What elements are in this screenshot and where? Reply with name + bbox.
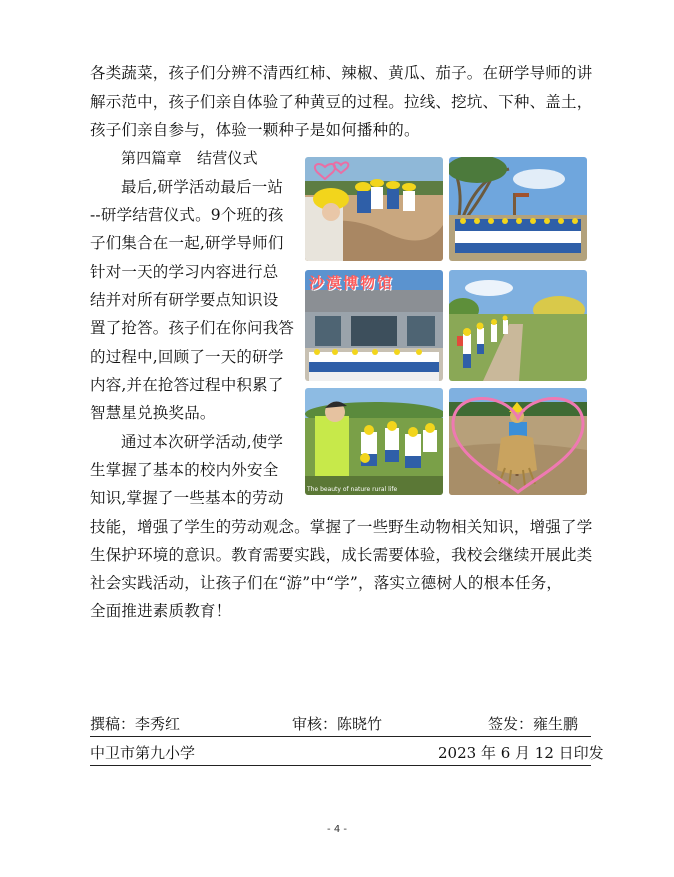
reviewer-field: [292, 714, 382, 734]
text-line: --研学结营仪式。9个班的孩: [90, 206, 284, 224]
text-line: 解示范中，孩子们亲自体验了种黄豆的过程。拉线、挖坑、下种、盖土，: [90, 93, 593, 111]
photo-caption: The beauty of nature rural life: [307, 486, 398, 493]
photo-scarecrow: [449, 388, 587, 495]
chapter-heading: 第四篇章 结营仪式: [121, 149, 258, 167]
text-line: 子们集合在一起,研学导师们: [90, 234, 284, 252]
author-name: 李秀红: [135, 715, 181, 733]
text-line: 各类蔬菜，孩子们分辨不清西红柿、辣椒、黄瓜、茄子。在研学导师的讲: [90, 64, 593, 82]
text-line: 针对一天的学习内容进行总: [90, 263, 279, 281]
photo-teacher-vest: [305, 388, 443, 495]
museum-sign: 沙漠博物馆: [309, 274, 395, 292]
reviewer-label: 审核：: [292, 715, 338, 733]
text-line: 智慧星兑换奖品。: [90, 404, 216, 422]
author-field: [90, 714, 180, 734]
photo-kids-digging: [305, 157, 443, 261]
text-line: 孩子们亲自参与，体验一颗种子是如何播种的。: [90, 121, 420, 139]
author-label: 撰稿：: [90, 715, 136, 733]
photo-museum: [305, 270, 443, 381]
text-line: 内容,并在抢答过程中积累了: [90, 376, 284, 394]
text-line: 技能，增强了学生的劳动观念。掌握了一些野生动物相关知识，增强了学: [90, 518, 593, 536]
text-line: 通过本次研学活动,使学: [121, 433, 284, 451]
page-number: - 4 -: [327, 824, 347, 835]
reviewer-name: 陈晓竹: [337, 715, 383, 733]
footer-divider-bottom: [90, 765, 591, 766]
school-name: 中卫市第九小学: [90, 744, 196, 762]
text-line: 生保护环境的意识。教育需要实践，成长需要体验，我校会继续开展此类: [90, 546, 593, 564]
issuer-name: 雍生鹏: [533, 715, 579, 733]
text-line: 的过程中,回顾了一天的研学: [90, 348, 284, 366]
issuer-label: 签发：: [488, 715, 534, 733]
photo-group-tree: [449, 157, 587, 261]
text-line: 结并对所有研学要点知识设: [90, 291, 279, 309]
photo-kids-walking: [449, 270, 587, 381]
text-line: 全面推进素质教育！: [90, 602, 232, 620]
footer-divider-top: [90, 736, 591, 737]
text-line: 知识,掌握了一些基本的劳动: [90, 489, 284, 507]
text-line: 生掌握了基本的校内外安全: [90, 461, 279, 479]
issuer-field: [488, 714, 578, 734]
text-line: 最后,研学活动最后一站: [121, 178, 284, 196]
text-line: 社会实践活动，让孩子们在“游”中“学”，落实立德树人的根本任务，: [90, 574, 563, 592]
issue-date: 2023 年 6 月 12 日印发: [438, 744, 604, 762]
text-line: 置了抢答。孩子们在你问我答: [90, 319, 295, 337]
